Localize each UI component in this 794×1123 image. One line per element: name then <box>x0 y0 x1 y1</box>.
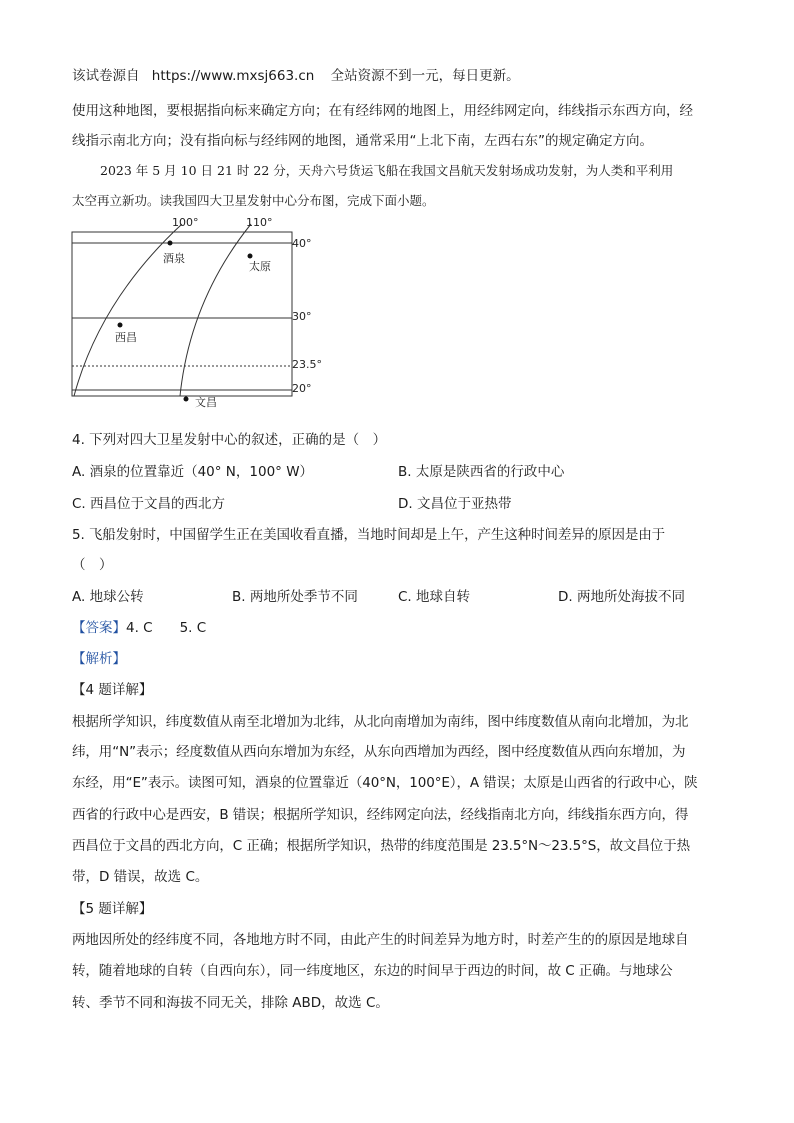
intro-line-1: 使用这种地图，要根据指向标来确定方向；在有经纬网的地图上，用经纬网定向，纬线指示东西方向，经 <box>72 103 693 119</box>
lon-line-100 <box>74 224 182 396</box>
q5-option-d[interactable]: D. 两地所处海拔不同 <box>558 589 685 605</box>
q4-stem: 4. 下列对四大卫星发射中心的叙述，正确的是（ ） <box>72 432 387 448</box>
jiuquan-label: 酒泉 <box>163 252 185 265</box>
lon-label-110: 110° <box>246 216 273 229</box>
detail5-line: 转、季节不同和海拔不同无关，排除 ABD，故选 C。 <box>72 995 389 1011</box>
xichang-dot <box>118 323 123 328</box>
q5-stem: 5. 飞船发射时，中国留学生正在美国收看直播，当地时间却是上午，产生这种时间差异的原因是由于 <box>72 527 666 543</box>
detail4-line: 西省的行政中心是西安，B 错误；根据所学知识，经纬网定向法，经线指南北方向，纬线指东西方向，得 <box>72 807 689 823</box>
detail4-line: 根据所学知识，纬度数值从南至北增加为北纬，从北向南增加为南纬，图中纬度数值从南向北增加，为北 <box>72 714 689 730</box>
wenchang-dot <box>184 397 189 402</box>
lon-label-100: 100° <box>172 216 199 229</box>
header-tagline: 全站资源不到一元，每日更新。 <box>330 68 520 84</box>
answer-text: 4. C 5. C <box>126 620 207 636</box>
source-url-link[interactable]: https://www.mxsj663.cn <box>151 68 315 84</box>
xichang-label: 西昌 <box>115 331 137 344</box>
q4-option-b[interactable]: B. 太原是陕西省的行政中心 <box>398 464 565 480</box>
answer-label: 【答案】 <box>72 620 126 636</box>
passage-line-1: 2023 年 5 月 10 日 21 时 22 分，天舟六号货运飞船在我国文昌航天发射场成功发射，为人类和平利用 <box>100 163 674 178</box>
detail4-line: 西昌位于文昌的西北方向，C 正确；根据所学知识，热带的纬度范围是 23.5°N～23.5°S，故文昌位于热 <box>72 838 690 854</box>
q4-option-c[interactable]: C. 西昌位于文昌的西北方 <box>72 496 226 512</box>
detail5-title: 【5 题详解】 <box>72 901 153 917</box>
q5-option-a[interactable]: A. 地球公转 <box>72 589 144 605</box>
q4-option-d[interactable]: D. 文昌位于亚热带 <box>398 496 512 512</box>
launch-center-map <box>60 210 350 420</box>
detail5-line: 两地因所处的经纬度不同，各地地方时不同，由此产生的时间差异为地方时，时差产生的的原因是地球自 <box>72 932 689 948</box>
lon-line-110 <box>180 224 251 396</box>
source-label: 该试卷源自 <box>72 68 140 84</box>
taiyuan-label: 太原 <box>249 260 271 273</box>
answer-line <box>72 618 206 638</box>
lat-label-40: 40° <box>292 237 312 250</box>
q4-option-a[interactable]: A. 酒泉的位置靠近（40° N，100° W） <box>72 464 314 480</box>
detail4-line: 东经，用“E”表示。读图可知，酒泉的位置靠近（40°N，100°E），A 错误；太原是山西省的行政中心，陕 <box>72 775 698 791</box>
q5-option-c[interactable]: C. 地球自转 <box>398 589 471 605</box>
lat-label-23-5: 23.5° <box>292 358 322 371</box>
lat-label-20: 20° <box>292 382 312 395</box>
analysis-label: 【解析】 <box>72 651 126 667</box>
detail4-title: 【4 题详解】 <box>72 682 153 698</box>
wenchang-label: 文昌 <box>195 396 217 409</box>
lat-label-30: 30° <box>292 310 312 323</box>
detail5-line: 转，随着地球的自转（自西向东），同一纬度地区，东边的时间早于西边的时间，故 C 正确。与地球公 <box>72 963 673 979</box>
passage-line-2: 太空再立新功。读我国四大卫星发射中心分布图，完成下面小题。 <box>72 193 435 208</box>
intro-line-2: 线指示南北方向；没有指向标与经纬网的地图，通常采用“上北下南，左西右东”的规定确定方向。 <box>72 133 653 149</box>
detail4-line: 带，D 错误，故选 C。 <box>72 869 209 885</box>
q5-paren: （ ） <box>72 557 113 573</box>
header-line <box>72 66 520 86</box>
detail4-line: 纬，用“N”表示；经度数值从西向东增加为东经，从东向西增加为西经，图中经度数值从西向东增加，为 <box>72 744 686 760</box>
taiyuan-dot <box>248 254 253 259</box>
jiuquan-dot <box>168 241 173 246</box>
q5-option-b[interactable]: B. 两地所处季节不同 <box>232 589 358 605</box>
